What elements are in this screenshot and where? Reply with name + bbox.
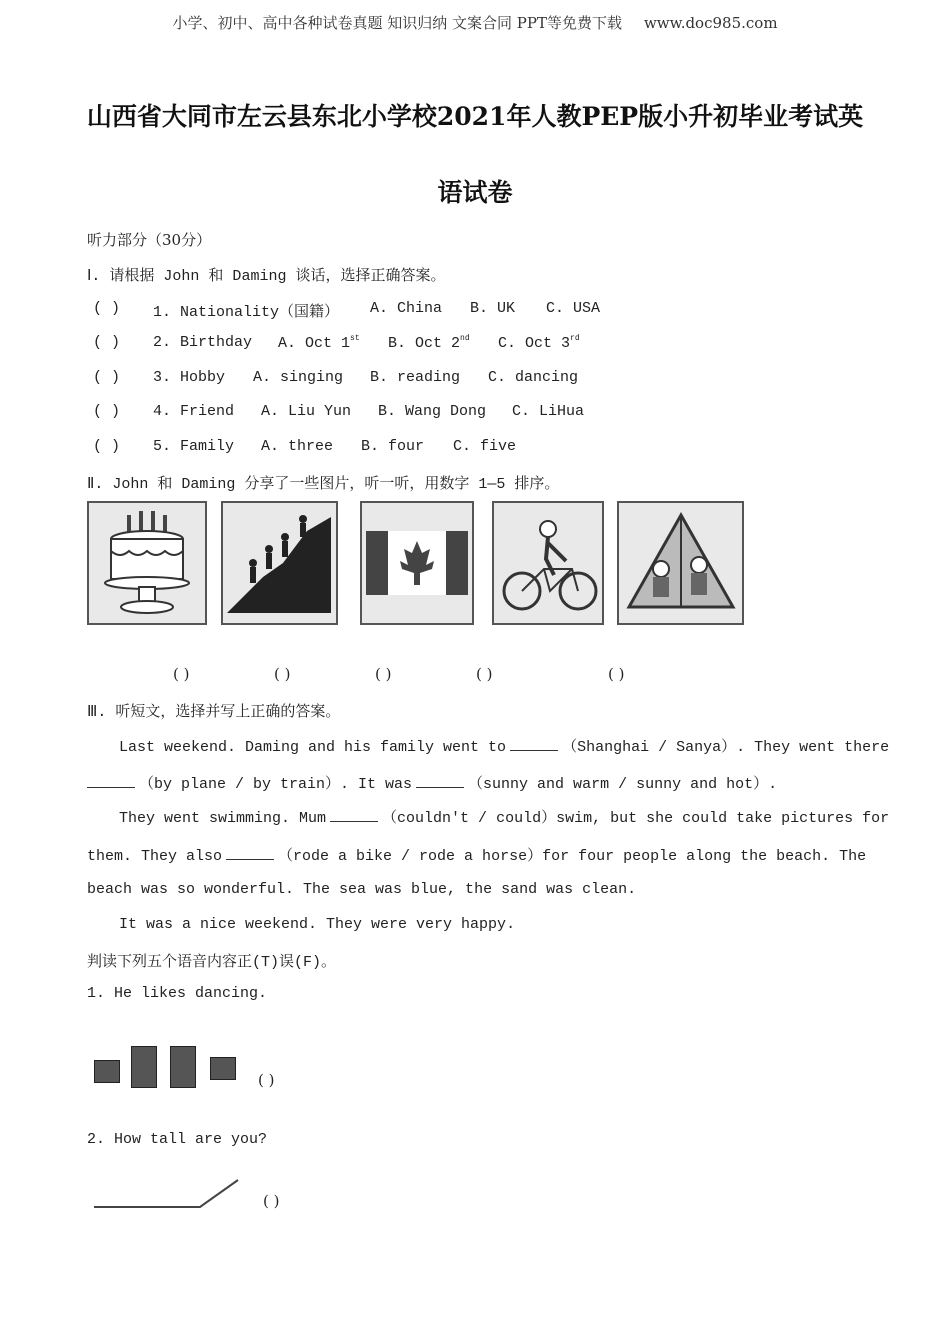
picture-birthday-cake	[87, 501, 207, 625]
option-b: B. Oct 2nd	[388, 334, 470, 352]
tf-answer-paren-2[interactable]: ( )	[263, 1192, 280, 1210]
picture-canada-flag	[360, 501, 474, 625]
answer-blank[interactable]	[510, 736, 558, 751]
passage-line: They went swimming. Mum （couldn't / could）swim, but she could take pictures for	[87, 806, 857, 827]
header-text: 小学、初中、高中各种试卷真题 知识归纳 文案合同 PPT等免费下载	[172, 14, 622, 32]
exam-title-line1: 山西省大同市左云县东北小学校2021年人教PEP版小升初毕业考试英	[86, 102, 864, 131]
answer-paren[interactable]: ( )	[93, 334, 121, 351]
tent-icon	[619, 503, 742, 623]
option-a: A. Oct 1st	[278, 334, 360, 352]
option-c: C. USA	[546, 300, 601, 317]
option-c: C. LiHua	[512, 403, 585, 420]
question-stem: 5. Family	[153, 438, 235, 455]
answer-blank[interactable]	[416, 773, 464, 788]
option-a: A. Liu Yun	[261, 403, 352, 420]
question-row	[0, 300, 950, 320]
question-row	[0, 334, 950, 354]
header-site[interactable]: www.doc985.com	[643, 14, 778, 32]
answer-blank[interactable]	[87, 773, 135, 788]
question-row	[0, 403, 950, 423]
option-a: A. three	[261, 438, 334, 455]
picture-order-paren[interactable]: ( )	[274, 665, 291, 683]
mountain-climbers-icon	[223, 503, 336, 623]
answer-paren[interactable]: ( )	[93, 300, 121, 317]
question-stem: 4. Friend	[153, 403, 235, 420]
part1-heading: Ⅰ. 请根据 John 和 Daming 谈话，选择正确答案。	[87, 268, 446, 285]
canada-flag-icon	[362, 503, 472, 623]
question-row	[0, 369, 950, 389]
birthday-cake-icon	[89, 503, 205, 623]
option-c: C. dancing	[488, 369, 579, 386]
stress-block	[131, 1046, 157, 1088]
answer-blank[interactable]	[226, 845, 274, 860]
passage-line: Last weekend. Daming and his family went to （Shanghai / Sanya）. They went there	[87, 735, 857, 756]
answer-blank[interactable]	[330, 807, 378, 822]
picture-order-paren[interactable]: ( )	[173, 665, 190, 683]
part3-heading: Ⅲ. 听短文，选择并写上正确的答案。	[87, 704, 341, 721]
option-a: A. singing	[253, 369, 344, 386]
question-row	[0, 438, 950, 458]
option-b: B. Wang Dong	[378, 403, 487, 420]
option-b: B. UK	[470, 300, 516, 317]
stress-block	[210, 1057, 236, 1080]
listening-heading: 听力部分（30分）	[87, 231, 212, 249]
picture-order-paren[interactable]: ( )	[476, 665, 493, 683]
picture-cyclist	[492, 501, 604, 625]
page-header	[0, 12, 950, 33]
passage-line: It was a nice weekend. They were very happy.	[119, 916, 516, 933]
option-b: B. four	[361, 438, 425, 455]
option-a: A. China	[370, 300, 443, 317]
option-c: C. five	[453, 438, 517, 455]
question-stem: 2. Birthday	[153, 334, 253, 351]
part2-heading: Ⅱ. John 和 Daming 分享了一些图片，听一听，用数字 1—5 排序。	[87, 476, 560, 493]
picture-order-paren[interactable]: ( )	[608, 665, 625, 683]
passage-line: （by plane / by train）. It was （sunny and warm / sunny and hot）.	[87, 772, 857, 793]
tf-question-2: 2. How tall are you?	[87, 1131, 268, 1148]
exam-title-line2: 语试卷	[437, 178, 513, 207]
stress-block	[94, 1060, 120, 1083]
cyclist-icon	[494, 503, 602, 623]
intonation-rising-icon	[90, 1175, 250, 1215]
stress-block	[170, 1046, 196, 1088]
part4-heading: 判读下列五个语音内容正(T)误(F)。	[87, 954, 337, 971]
question-stem: 1. Nationality（国籍）	[153, 304, 340, 321]
passage-line: them. They also （rode a bike / rode a horse）for four people along the beach. The	[87, 844, 857, 865]
picture-mountain-climbers	[221, 501, 338, 625]
tf-answer-paren-1[interactable]: ( )	[258, 1071, 275, 1089]
option-b: B. reading	[370, 369, 461, 386]
answer-paren[interactable]: ( )	[93, 403, 121, 420]
picture-order-paren[interactable]: ( )	[375, 665, 392, 683]
answer-paren[interactable]: ( )	[93, 438, 121, 455]
answer-paren[interactable]: ( )	[93, 369, 121, 386]
option-c: C. Oct 3rd	[498, 334, 580, 352]
passage-line: beach was so wonderful. The sea was blue, the sand was clean.	[87, 881, 637, 898]
tf-question-1: 1. He likes dancing.	[87, 985, 268, 1002]
question-stem: 3. Hobby	[153, 369, 226, 386]
picture-tent-campers	[617, 501, 744, 625]
